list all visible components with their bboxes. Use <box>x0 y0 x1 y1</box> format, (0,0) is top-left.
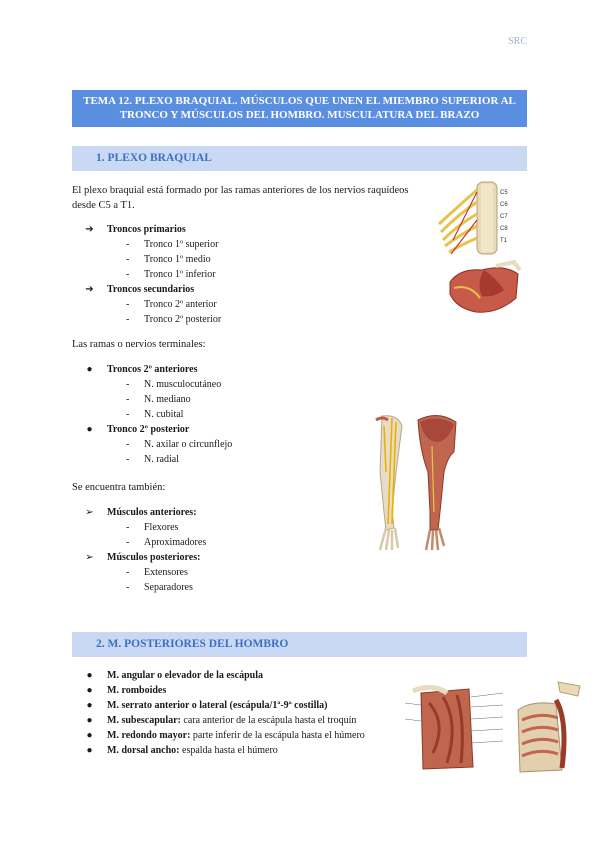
muscle-name: M. romboides <box>107 685 167 696</box>
group-label: Troncos 2º anteriores <box>107 364 198 375</box>
list-group-heading <box>72 505 206 520</box>
terminals-intro: Las ramas o nervios terminales: <box>72 339 206 350</box>
list-item-text: Aproximadores <box>144 537 207 548</box>
shoulder-muscle-figure <box>446 258 522 316</box>
root-label-c8: C8 <box>500 226 508 232</box>
list-item <box>72 407 232 422</box>
section-heading-plexo: 1. PLEXO BRAQUIAL <box>72 146 527 171</box>
list-item-text: Tronco 1º superior <box>144 239 219 250</box>
bullet-icon: ● <box>86 745 93 756</box>
posterior-muscles-list <box>72 668 392 758</box>
arm-nerves-figure <box>370 412 410 552</box>
bullet-icon: ● <box>86 730 93 741</box>
muscle-desc: cara anterior de la escápula hasta el troquín <box>180 715 357 726</box>
bullet-icon: ● <box>86 424 93 435</box>
list-item-text: Flexores <box>144 522 179 533</box>
bullet-icon: ➔ <box>85 284 94 295</box>
back-muscles-figure <box>403 683 511 773</box>
list-item <box>72 267 221 282</box>
list-item <box>72 252 221 267</box>
section-heading-hombro: 2. M. POSTERIORES DEL HOMBRO <box>72 632 527 657</box>
list-item <box>72 535 206 550</box>
thorax-figure <box>512 680 584 776</box>
group-label: Músculos anteriores: <box>107 507 197 518</box>
group-label: Troncos primarios <box>107 224 186 235</box>
list-item-text: N. cubital <box>144 409 184 420</box>
list-item-text: Tronco 1º inferior <box>144 269 216 280</box>
list-item <box>72 520 206 535</box>
list-item <box>72 565 206 580</box>
muscle-name: M. angular o elevador de la escápula <box>107 670 264 681</box>
list-item <box>72 237 221 252</box>
list-item <box>72 713 392 728</box>
muscle-name: M. dorsal ancho: <box>107 745 180 756</box>
dash-marker: - <box>126 582 130 593</box>
list-group-heading <box>72 362 232 377</box>
list-musculos <box>72 505 206 595</box>
intro-paragraph: El plexo braquial está formado por las ramas anteriores de los nervios raquídeos desde C5 a T1. <box>72 185 409 211</box>
list-group-heading <box>72 550 206 565</box>
muscle-desc: parte inferir de la escápula hasta el húmero <box>190 730 365 741</box>
list-terminales <box>72 362 232 467</box>
list-item-text: N. musculocutáneo <box>144 379 222 390</box>
list-item-text: Tronco 2º anterior <box>144 299 217 310</box>
page-title: TEMA 12. PLEXO BRAQUIAL. MÚSCULOS QUE UNEN EL MIEMBRO SUPERIOR AL TRONCO Y MÚSCULOS DEL HOMBRO. MUSCULATURA DEL BRAZO <box>72 90 527 127</box>
list-item <box>72 668 392 683</box>
list-item <box>72 297 221 312</box>
list-group-heading <box>72 222 221 237</box>
bullet-icon: ➔ <box>85 224 94 235</box>
list-item <box>72 698 392 713</box>
bullet-icon: ➢ <box>85 507 94 518</box>
bullet-icon: ➢ <box>85 552 94 563</box>
muscle-desc: espalda hasta el húmero <box>179 745 278 756</box>
bullet-icon: ● <box>86 715 93 726</box>
muscle-name: M. serrato anterior o lateral (escápula/1ª-9ª costilla) <box>107 700 328 711</box>
list-item <box>72 392 232 407</box>
muscle-name: M. subescapular: <box>107 715 181 726</box>
list-group-heading <box>72 282 221 297</box>
dash-marker: - <box>126 254 130 265</box>
list-item-text: Tronco 2º posterior <box>144 314 222 325</box>
list-item <box>72 728 392 743</box>
list-item <box>72 683 392 698</box>
dash-marker: - <box>126 379 130 390</box>
dash-marker: - <box>126 299 130 310</box>
dash-marker: - <box>126 454 130 465</box>
plexus-roots-figure <box>433 180 525 258</box>
group-label: Tronco 2º posterior <box>107 424 190 435</box>
dash-marker: - <box>126 269 130 280</box>
list-item <box>72 437 232 452</box>
dash-marker: - <box>126 239 130 250</box>
list-item <box>72 452 232 467</box>
bullet-icon: ● <box>86 670 93 681</box>
corner-mark: SRC <box>508 36 527 47</box>
list-group-heading <box>72 422 232 437</box>
list-troncos <box>72 222 221 327</box>
dash-marker: - <box>126 522 130 533</box>
list-item-text: Separadores <box>144 582 193 593</box>
bullet-icon: ● <box>86 364 93 375</box>
arm-muscle-figure <box>412 412 464 552</box>
list-item-text: N. radial <box>144 454 179 465</box>
list-item-text: Extensores <box>144 567 188 578</box>
group-label: Troncos secundarios <box>107 284 195 295</box>
dash-marker: - <box>126 409 130 420</box>
bullet-icon: ● <box>86 685 93 696</box>
dash-marker: - <box>126 567 130 578</box>
list-item <box>72 580 206 595</box>
list-item-text: Tronco 1º medio <box>144 254 211 265</box>
muscle-name: M. redondo mayor: <box>107 730 191 741</box>
dash-marker: - <box>126 314 130 325</box>
dash-marker: - <box>126 537 130 548</box>
list-item-text: N. mediano <box>144 394 191 405</box>
root-label-t1: T1 <box>500 238 508 244</box>
root-label-c5: C5 <box>500 190 508 196</box>
root-label-c7: C7 <box>500 214 508 220</box>
list-item <box>72 312 221 327</box>
bullet-icon: ● <box>86 700 93 711</box>
list-item <box>72 743 392 758</box>
dash-marker: - <box>126 439 130 450</box>
root-label-c6: C6 <box>500 202 508 208</box>
also-intro: Se encuentra también: <box>72 482 166 493</box>
dash-marker: - <box>126 394 130 405</box>
list-item-text: N. axilar o circunflejo <box>144 439 233 450</box>
group-label: Músculos posteriores: <box>107 552 201 563</box>
list-item <box>72 377 232 392</box>
